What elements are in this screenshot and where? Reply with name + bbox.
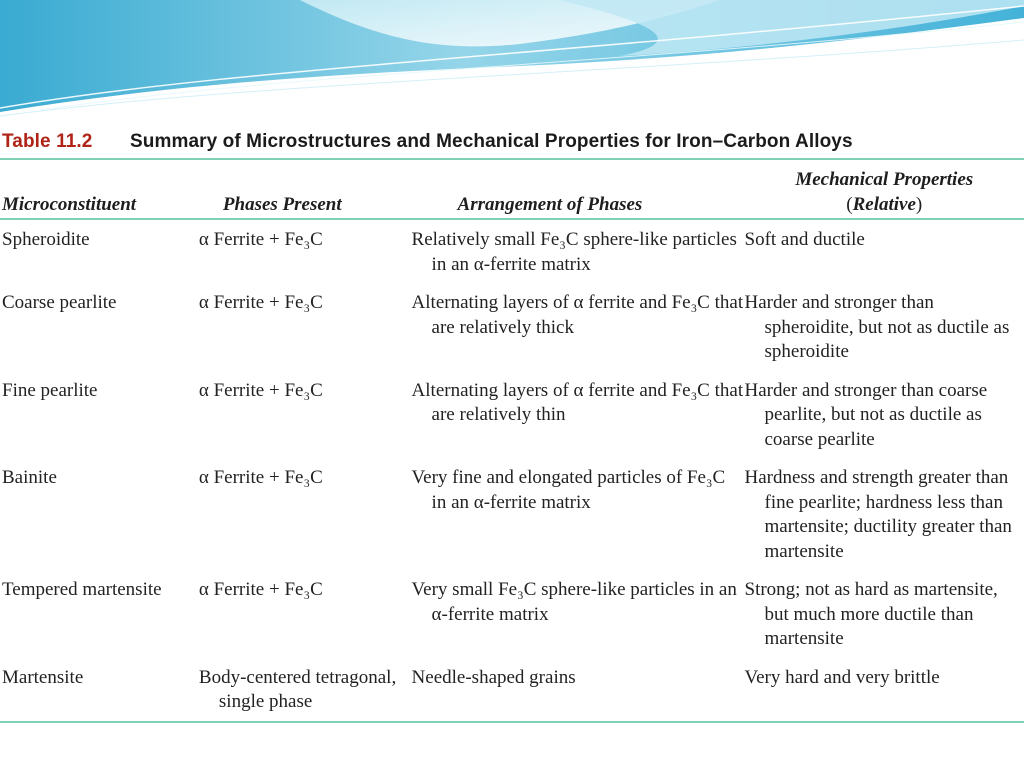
cell-arrangement: Very small Fe₃C sphere-like particles in an α-ferrite matrix: [411, 579, 737, 625]
table-row: [0, 658, 1024, 722]
cell-arrangement: Relatively small Fe₃C sphere-like particles in an α-ferrite matrix: [411, 229, 737, 275]
table-title: Summary of Microstructures and Mechanical Properties for Iron–Carbon Alloys: [130, 131, 853, 152]
cell-microconstituent: Fine pearlite: [2, 379, 98, 401]
table-container: [0, 126, 1024, 723]
header-mechanical-line1: Mechanical Properties: [795, 169, 974, 190]
cell-arrangement: Alternating layers of α ferrite and Fe₃C that are relatively thin: [411, 379, 744, 425]
cell-mechanical: Very hard and very brittle: [744, 666, 940, 688]
cell-phases: α Ferrite + Fe₃C: [198, 467, 323, 488]
table-row: [0, 371, 1024, 459]
cell-mechanical: Soft and ductile: [744, 229, 865, 250]
header-mechanical: [745, 160, 1024, 219]
table-row: [0, 458, 1024, 570]
properties-table: [0, 160, 1024, 723]
header-phases: Phases Present: [222, 194, 342, 215]
cell-arrangement: Needle-shaped grains: [411, 666, 576, 688]
cell-phases: α Ferrite + Fe₃C: [198, 292, 323, 313]
cell-mechanical: Harder and stronger than spheroidite, but not as ductile as spheroidite: [744, 292, 1010, 362]
cell-arrangement: Very fine and elongated particles of Fe₃C in an α-ferrite matrix: [411, 467, 726, 513]
cell-microconstituent: Spheroidite: [2, 229, 90, 250]
header-microconstituent: Microconstituent: [2, 194, 137, 215]
cell-mechanical: Hardness and strength greater than fine pearlite; hardness less than martensite; ductility greater than martensite: [744, 467, 1012, 562]
cell-microconstituent: Coarse pearlite: [2, 292, 117, 313]
table-number: Table 11.2: [2, 131, 93, 152]
cell-mechanical: Strong; not as hard as martensite, but much more ductile than martensite: [744, 579, 998, 649]
cell-arrangement: Alternating layers of α ferrite and Fe₃C that are relatively thick: [411, 292, 744, 338]
cell-microconstituent: Martensite: [2, 666, 84, 688]
table-row: [0, 219, 1024, 283]
cell-mechanical: Harder and stronger than coarse pearlite, but not as ductile as coarse pearlite: [744, 379, 988, 450]
cell-phases: α Ferrite + Fe₃C: [198, 579, 323, 600]
table-caption: [0, 126, 1024, 158]
cell-phases: α Ferrite + Fe₃C: [198, 379, 323, 401]
table-row: [0, 570, 1024, 658]
header-row: [0, 160, 1024, 219]
header-mechanical-relative: Relative: [852, 194, 916, 215]
table-row: [0, 283, 1024, 371]
header-arrangement: Arrangement of Phases: [457, 194, 643, 215]
cell-phases: α Ferrite + Fe₃C: [198, 229, 323, 250]
cell-phases: Body-centered tetragonal, single phase: [198, 666, 397, 712]
header-mechanical-line2: (Relative): [846, 194, 923, 215]
cell-microconstituent: Bainite: [2, 467, 57, 488]
cell-microconstituent: Tempered martensite: [2, 579, 162, 600]
decorative-banner: [0, 0, 1024, 120]
